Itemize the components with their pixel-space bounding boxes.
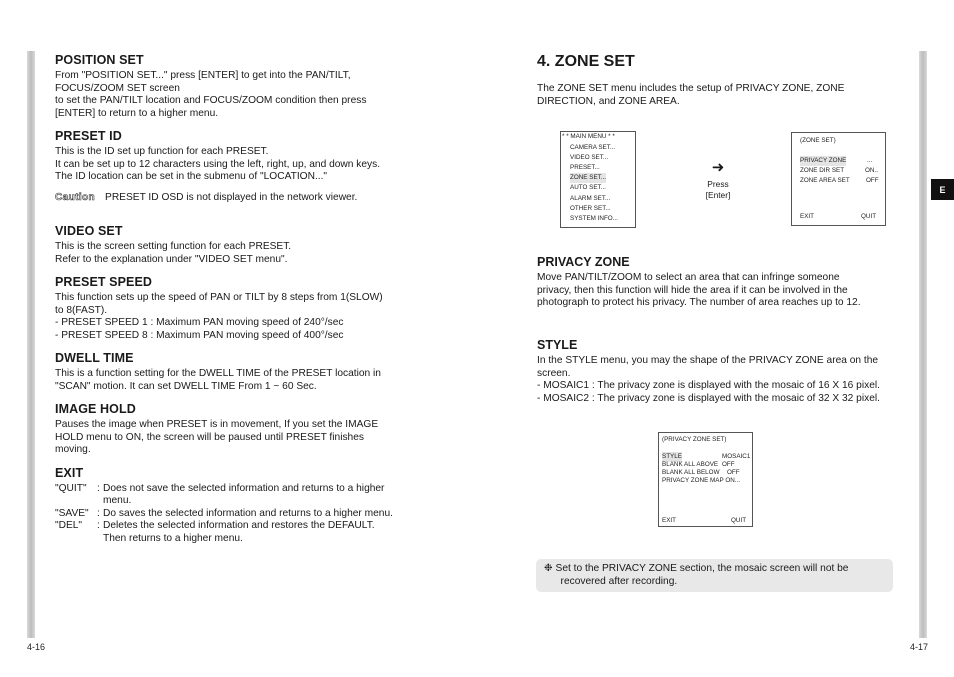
section-preset-id xyxy=(55,129,416,204)
osd-exit: EXIT xyxy=(800,213,814,220)
line: - MOSAIC1 : The privacy zone is displayed with the mosaic of 16 X 16 pixel. xyxy=(537,380,880,391)
osd-row-value: ON.. xyxy=(865,167,878,174)
osd-row-label: PRIVACY ZONE MAP ON... xyxy=(662,477,741,484)
asterisk-icon: ❉ xyxy=(544,563,553,574)
caution-badge: Caution xyxy=(55,192,96,204)
section-dwell-time xyxy=(55,351,416,393)
exit-item-del xyxy=(55,520,416,545)
osd-row-value: OFF xyxy=(722,461,735,468)
line: menu. xyxy=(103,495,132,506)
line: It can be set up to 12 characters using the left, right, up, and down keys. xyxy=(55,158,381,170)
osd-item: CAMERA SET... xyxy=(570,144,616,151)
zone-set-osd xyxy=(791,132,886,226)
section-title: PRESET ID xyxy=(55,129,122,143)
left-page-column xyxy=(55,53,416,554)
section-video-set xyxy=(55,224,416,266)
line: Do saves the selected information and returns to a higher menu. xyxy=(103,507,393,519)
osd-title: * * MAIN MENU * * xyxy=(562,133,615,140)
line: Set to the PRIVACY ZONE section, the mosaic screen will not be xyxy=(555,563,849,574)
language-tab: E xyxy=(931,179,954,200)
line: FOCUS/ZOOM SET screen xyxy=(55,82,180,94)
osd-exit: EXIT xyxy=(662,517,676,524)
line: privacy, then this function will hide the area if it can be involved in the xyxy=(537,284,848,296)
line: Pauses the image when PRESET is in movement, If you set the IMAGE xyxy=(55,419,379,430)
exit-item-save xyxy=(55,508,416,521)
line: This is the ID set up function for each PRESET. xyxy=(55,146,269,157)
section-style xyxy=(537,338,912,405)
osd-row-value: MOSAIC1 xyxy=(722,453,751,460)
line: moving. xyxy=(55,444,91,455)
press-label: Press xyxy=(707,179,729,189)
line: This is a function setting for the DWELL TIME of the PRESET location in xyxy=(55,368,381,379)
section-preset-speed xyxy=(55,275,416,342)
section-title: PRESET SPEED xyxy=(55,275,153,289)
line: - MOSAIC2 : The privacy zone is displayed with the mosaic of 32 X 32 pixel. xyxy=(537,392,880,404)
line: This function sets up the speed of PAN or TILT by 8 steps from 1(SLOW) xyxy=(55,292,383,303)
line: In the STYLE menu, you may the shape of the PRIVACY ZONE area on the xyxy=(537,355,879,366)
right-margin-bar xyxy=(919,51,927,638)
osd-item-selected: ZONE SET... xyxy=(570,173,606,183)
osd-item: PRESET... xyxy=(570,164,600,171)
osd-quit: QUIT xyxy=(731,517,747,524)
section-title: PRIVACY ZONE xyxy=(537,255,630,269)
osd-item: OTHER SET... xyxy=(570,205,611,212)
line: photograph to protect his privacy. The number of area reaches up to 12. xyxy=(537,297,861,308)
caution-text: PRESET ID OSD is not displayed in the network viewer. xyxy=(105,191,358,203)
line: The ZONE SET menu includes the setup of PRIVACY ZONE, ZONE xyxy=(537,83,845,94)
item-key: "QUIT" xyxy=(55,482,87,494)
line: "SCAN" motion. It can set DWELL TIME From 1 ~ 60 Sec. xyxy=(55,380,317,392)
press-enter-indicator xyxy=(700,160,736,200)
right-page-column xyxy=(537,53,907,108)
line: Deletes the selected information and restores the DEFAULT. xyxy=(103,520,375,531)
enter-label: [Enter] xyxy=(705,189,731,200)
osd-row-value: OFF xyxy=(866,177,879,184)
line: This is the screen setting function for each PRESET. xyxy=(55,241,292,252)
section-title: STYLE xyxy=(537,338,578,352)
osd-title: (ZONE SET) xyxy=(800,137,836,144)
exit-item-quit xyxy=(55,483,416,508)
line: [ENTER] to return to a higher menu. xyxy=(55,107,219,119)
item-desc xyxy=(103,520,416,545)
item-key: "SAVE" xyxy=(55,507,89,519)
line: Refer to the explanation under "VIDEO SET menu". xyxy=(55,253,288,265)
line: to set the PAN/TILT location and FOCUS/ZOOM condition then press xyxy=(55,95,367,106)
osd-quit: QUIT xyxy=(861,213,877,220)
section-privacy-zone xyxy=(537,255,907,310)
section-title: EXIT xyxy=(55,465,84,480)
caution-note xyxy=(55,192,416,205)
left-margin-bar xyxy=(27,51,35,638)
privacy-zone-set-osd xyxy=(658,432,753,527)
note-box xyxy=(536,559,893,592)
section-title: DWELL TIME xyxy=(55,351,134,365)
main-menu-osd xyxy=(560,131,636,228)
line: screen. xyxy=(537,367,571,379)
item-colon: : xyxy=(97,482,100,494)
section-position-set xyxy=(55,53,416,120)
osd-row-label: ZONE AREA SET xyxy=(800,177,850,184)
line: to 8(FAST). xyxy=(55,304,108,316)
item-colon: : xyxy=(97,520,100,531)
section-image-hold xyxy=(55,402,416,457)
section-title: POSITION SET xyxy=(55,53,144,67)
item-colon: : xyxy=(97,507,100,519)
arrow-right-icon: ➜ xyxy=(711,159,725,176)
line: The ID location can be set in the submenu of "LOCATION..." xyxy=(55,171,328,182)
osd-row-label-selected: PRIVACY ZONE xyxy=(800,156,846,166)
line: Does not save the selected information and returns to a higher xyxy=(103,482,385,494)
section-exit xyxy=(55,466,416,546)
osd-row-label: BLANK ALL ABOVE xyxy=(662,461,719,468)
line: From "POSITION SET..." press [ENTER] to get into the PAN/TILT, xyxy=(55,70,351,81)
line: Then returns to a higher menu. xyxy=(103,532,243,544)
line: Move PAN/TILT/ZOOM to select an area that can infringe someone xyxy=(537,272,840,283)
item-desc xyxy=(103,483,416,508)
osd-title: (PRIVACY ZONE SET) xyxy=(662,436,727,443)
osd-row-label: BLANK ALL BELOW xyxy=(662,469,720,476)
osd-row-label-selected: STYLE xyxy=(662,452,682,462)
line: - PRESET SPEED 8 : Maximum PAN moving speed of 400°/sec xyxy=(55,329,344,341)
section-title: IMAGE HOLD xyxy=(55,402,136,416)
line: HOLD menu to ON, the screen will be paused until PRESET finishes xyxy=(55,431,364,443)
line: recovered after recording. xyxy=(560,576,678,587)
line: DIRECTION, and ZONE AREA. xyxy=(537,95,680,107)
osd-item: SYSTEM INFO... xyxy=(570,215,618,222)
osd-row-label: ZONE DIR SET xyxy=(800,167,845,174)
page-number-right: 4-17 xyxy=(910,642,929,652)
section-title: VIDEO SET xyxy=(55,224,123,238)
note-text xyxy=(556,562,849,589)
osd-item: VIDEO SET... xyxy=(570,154,609,161)
osd-item: ALARM SET... xyxy=(570,195,611,202)
item-key: "DEL" xyxy=(55,520,83,531)
osd-row-value: OFF xyxy=(727,469,740,476)
osd-row-value: ... xyxy=(867,157,873,164)
line: - PRESET SPEED 1 : Maximum PAN moving speed of 240°/sec xyxy=(55,317,344,328)
page-number-left: 4-16 xyxy=(27,642,46,652)
item-desc xyxy=(103,508,416,521)
osd-item: AUTO SET... xyxy=(570,184,606,191)
page-title: 4. ZONE SET xyxy=(537,53,635,70)
